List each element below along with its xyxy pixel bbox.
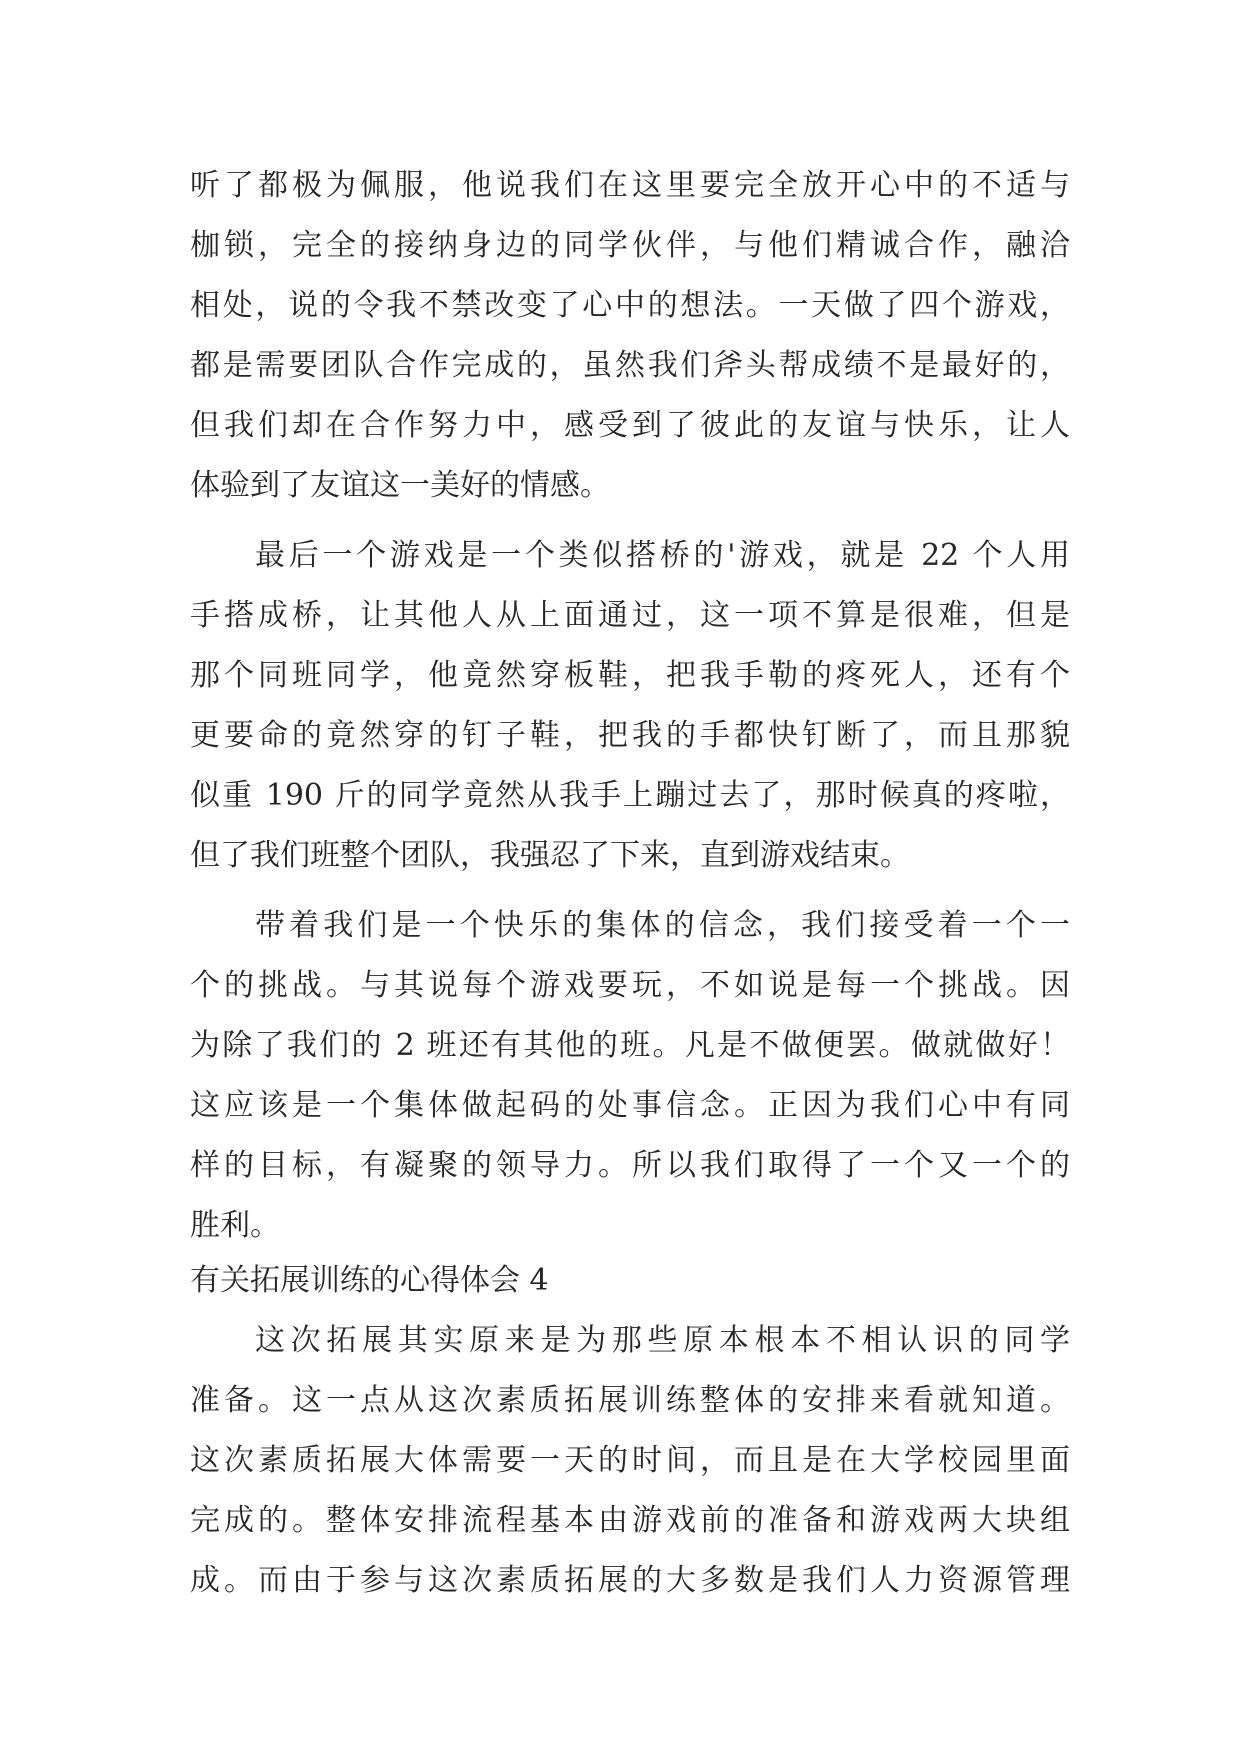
text-line: 个的挑战。与其说每个游戏要玩，不如说是每一个挑战。因 [190, 968, 1070, 1003]
text-line: 样的目标，有凝聚的领导力。所以我们取得了一个又一个的 [190, 1148, 1070, 1183]
text-line: 但我们却在合作努力中，感受到了彼此的友谊与快乐，让人 [190, 408, 1070, 443]
paragraph-first-line: 最后一个游戏是一个类似搭桥的'游戏，就是 22 个人用 [255, 538, 1070, 573]
text-line: 更要命的竟然穿的钉子鞋，把我的手都快钉断了，而且那貌 [190, 718, 1070, 753]
text-line: 为除了我们的 2 班还有其他的班。凡是不做便罢。做就做好！ [190, 1028, 1070, 1063]
text-line: 手搭成桥，让其他人从上面通过，这一项不算是很难，但是 [190, 598, 1070, 633]
text-line: 完成的。整体安排流程基本由游戏前的准备和游戏两大块组 [190, 1503, 1070, 1538]
text-line: 体验到了友谊这一美好的情感。 [190, 468, 610, 503]
text-line: 准备。这一点从这次素质拓展训练整体的安排来看就知道。 [190, 1383, 1070, 1418]
paragraph-first-line: 带着我们是一个快乐的集体的信念，我们接受着一个一 [255, 908, 1070, 943]
text-line: 听了都极为佩服，他说我们在这里要完全放开心中的不适与 [190, 168, 1070, 203]
paragraph-first-line: 这次拓展其实原来是为那些原本根本不相认识的同学 [255, 1323, 1070, 1358]
text-line: 枷锁，完全的接纳身边的同学伙伴，与他们精诚合作，融洽 [190, 228, 1070, 263]
text-line: 都是需要团队合作完成的，虽然我们斧头帮成绩不是最好的， [190, 348, 1070, 383]
text-line: 胜利。 [190, 1208, 280, 1243]
section-heading: 有关拓展训练的心得体会 4 [190, 1263, 549, 1298]
text-line: 但了我们班整个团队，我强忍了下来，直到游戏结束。 [190, 838, 910, 873]
text-line: 成。而由于参与这次素质拓展的大多数是我们人力资源管理 [190, 1563, 1070, 1598]
text-line: 相处，说的令我不禁改变了心中的想法。一天做了四个游戏， [190, 288, 1070, 323]
text-line: 那个同班同学，他竟然穿板鞋，把我手勒的疼死人，还有个 [190, 658, 1070, 693]
text-line: 这应该是一个集体做起码的处事信念。正因为我们心中有同 [190, 1088, 1070, 1123]
text-line: 这次素质拓展大体需要一天的时间，而且是在大学校园里面 [190, 1443, 1070, 1478]
text-line: 似重 190 斤的同学竟然从我手上蹦过去了，那时候真的疼啦， [190, 778, 1070, 813]
